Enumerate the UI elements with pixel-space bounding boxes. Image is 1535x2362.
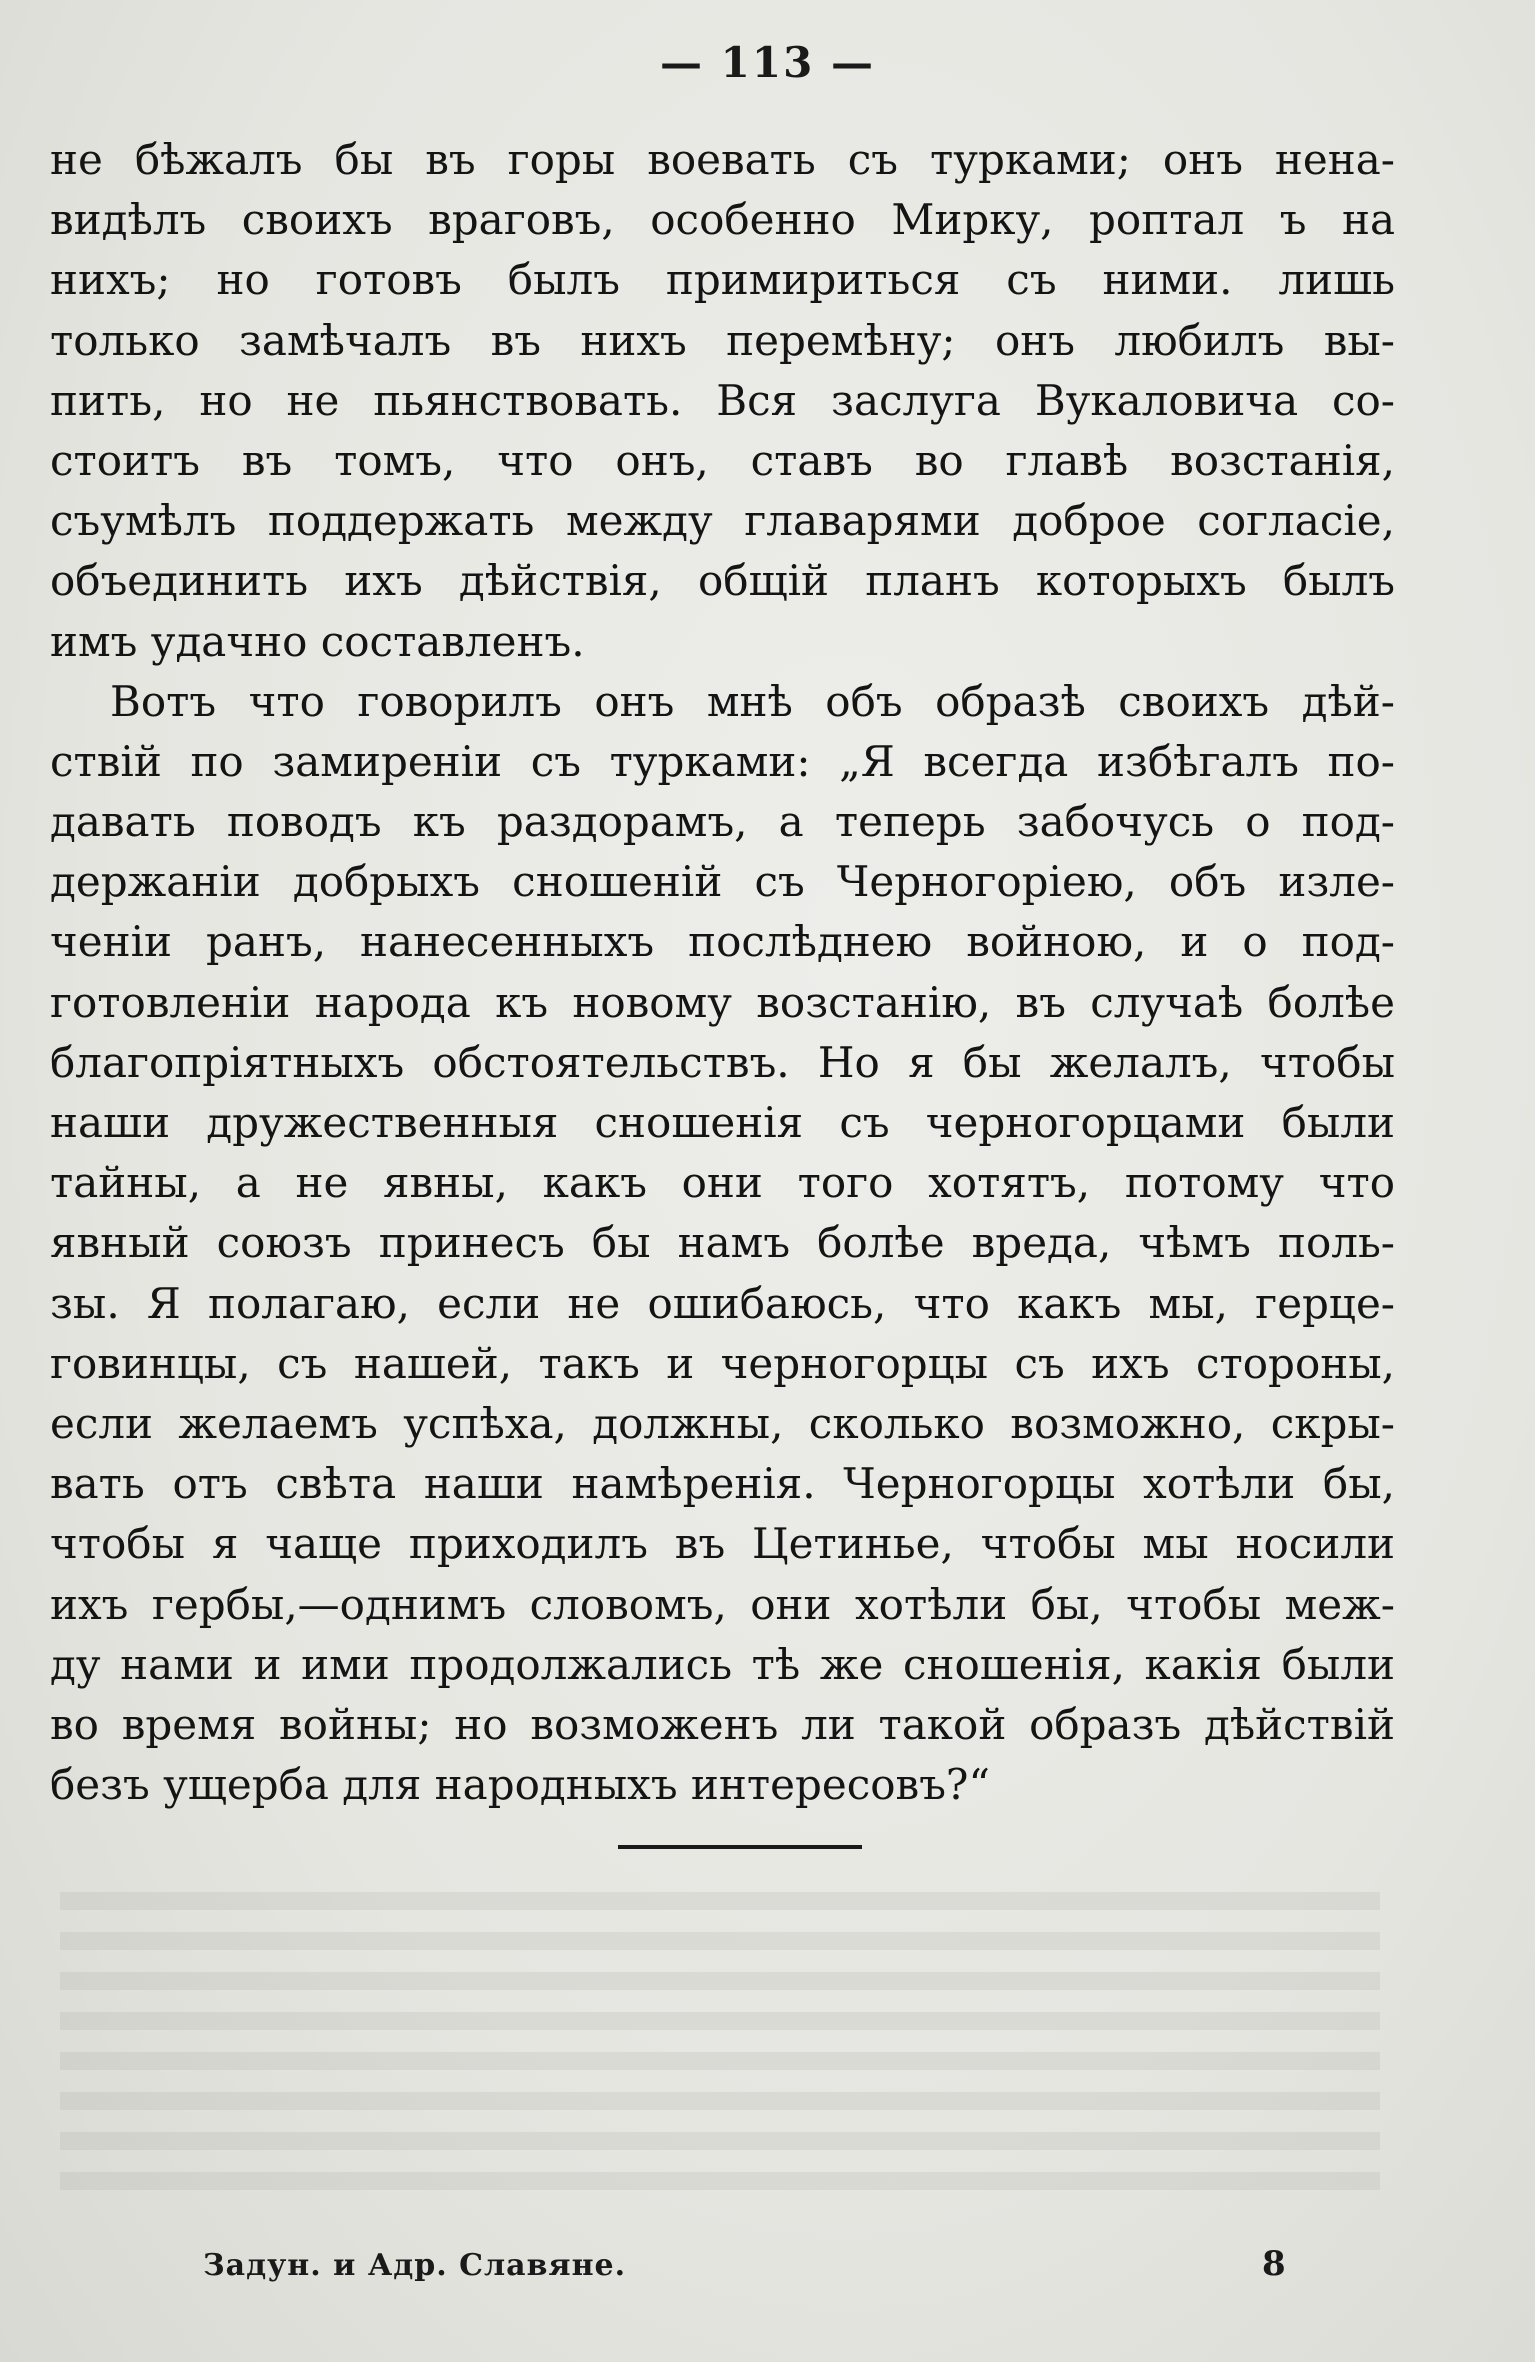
footer-signature: Задун. и Адр. Славяне. (203, 2248, 627, 2283)
text-line: безъ ущерба для народныхъ интересовъ?“ (50, 1760, 990, 1810)
text-line: ихъ гербы,—однимъ словомъ, они хотѣли бы, чтобы меж- (50, 1579, 1395, 1629)
text-line: держаніи добрыхъ сношеній съ Черногоріею, объ изле- (50, 857, 1395, 907)
text-line: Вотъ что говорилъ онъ мнѣ объ образѣ своихъ дѣй- (110, 676, 1395, 726)
text-line: явный союзъ принесъ бы намъ болѣе вреда, чѣмъ поль- (50, 1218, 1395, 1268)
text-line: имъ удачно составленъ. (50, 616, 585, 666)
text-line: вать отъ свѣта наши намѣренія. Черногорцы хотѣли бы, (50, 1459, 1395, 1509)
text-line: только замѣчалъ въ нихъ перемѣну; онъ любилъ вы- (50, 315, 1395, 365)
text-line: благопріятныхъ обстоятельствъ. Но я бы желалъ, чтобы (50, 1037, 1395, 1087)
text-line: стоитъ въ томъ, что онъ, ставъ во главѣ возстанія, (50, 435, 1395, 485)
text-line: ствій по замиреніи съ турками: „Я всегда избѣгалъ по- (50, 736, 1395, 786)
text-line: съумѣлъ поддержать между главарями доброе согласіе, (50, 496, 1395, 546)
text-line: готовленіи народа къ новому возстанію, въ случаѣ болѣе (50, 977, 1395, 1027)
text-line: не бѣжалъ бы въ горы воевать съ турками; онъ нена- (50, 135, 1395, 184)
sheet-number: 8 (1262, 2244, 1286, 2284)
section-divider (618, 1845, 862, 1849)
body-text (50, 130, 1395, 1815)
text-line: чтобы я чаще приходилъ въ Цетинье, чтобы мы носили (50, 1519, 1395, 1569)
text-line: ченіи ранъ, нанесенныхъ послѣднею войною, и о под- (50, 917, 1395, 967)
text-line: ду нами и ими продолжались тѣ же сношенія, какія были (50, 1639, 1395, 1689)
text-line: во время войны; но возможенъ ли такой образъ дѣйствій (50, 1699, 1395, 1749)
text-line: зы. Я полагаю, если не ошибаюсь, что какъ мы, герце- (50, 1278, 1395, 1328)
text-line: объединить ихъ дѣйствія, общій планъ которыхъ былъ (50, 556, 1395, 606)
text-line: давать поводъ къ раздорамъ, а теперь забочусь о под- (50, 797, 1395, 847)
text-line: если желаемъ успѣха, должны, сколько возможно, скры- (50, 1398, 1395, 1448)
text-line: наши дружественныя сношенія съ черногорцами были (50, 1098, 1395, 1147)
text-line: пить, но не пьянствовать. Вся заслуга Вукаловича со- (50, 375, 1395, 425)
text-line: тайны, а не явны, какъ они того хотятъ, потому что (50, 1158, 1395, 1208)
show-through-texture (60, 1870, 1380, 2200)
page-number: — 113 — (660, 38, 875, 87)
text-line: нихъ; но готовъ былъ примириться съ ними. лишь (50, 255, 1395, 305)
text-line: говинцы, съ нашей, такъ и черногорцы съ ихъ стороны, (50, 1338, 1395, 1388)
text-line: видѣлъ своихъ враговъ, особенно Мирку, роптал ъ на (50, 195, 1395, 245)
